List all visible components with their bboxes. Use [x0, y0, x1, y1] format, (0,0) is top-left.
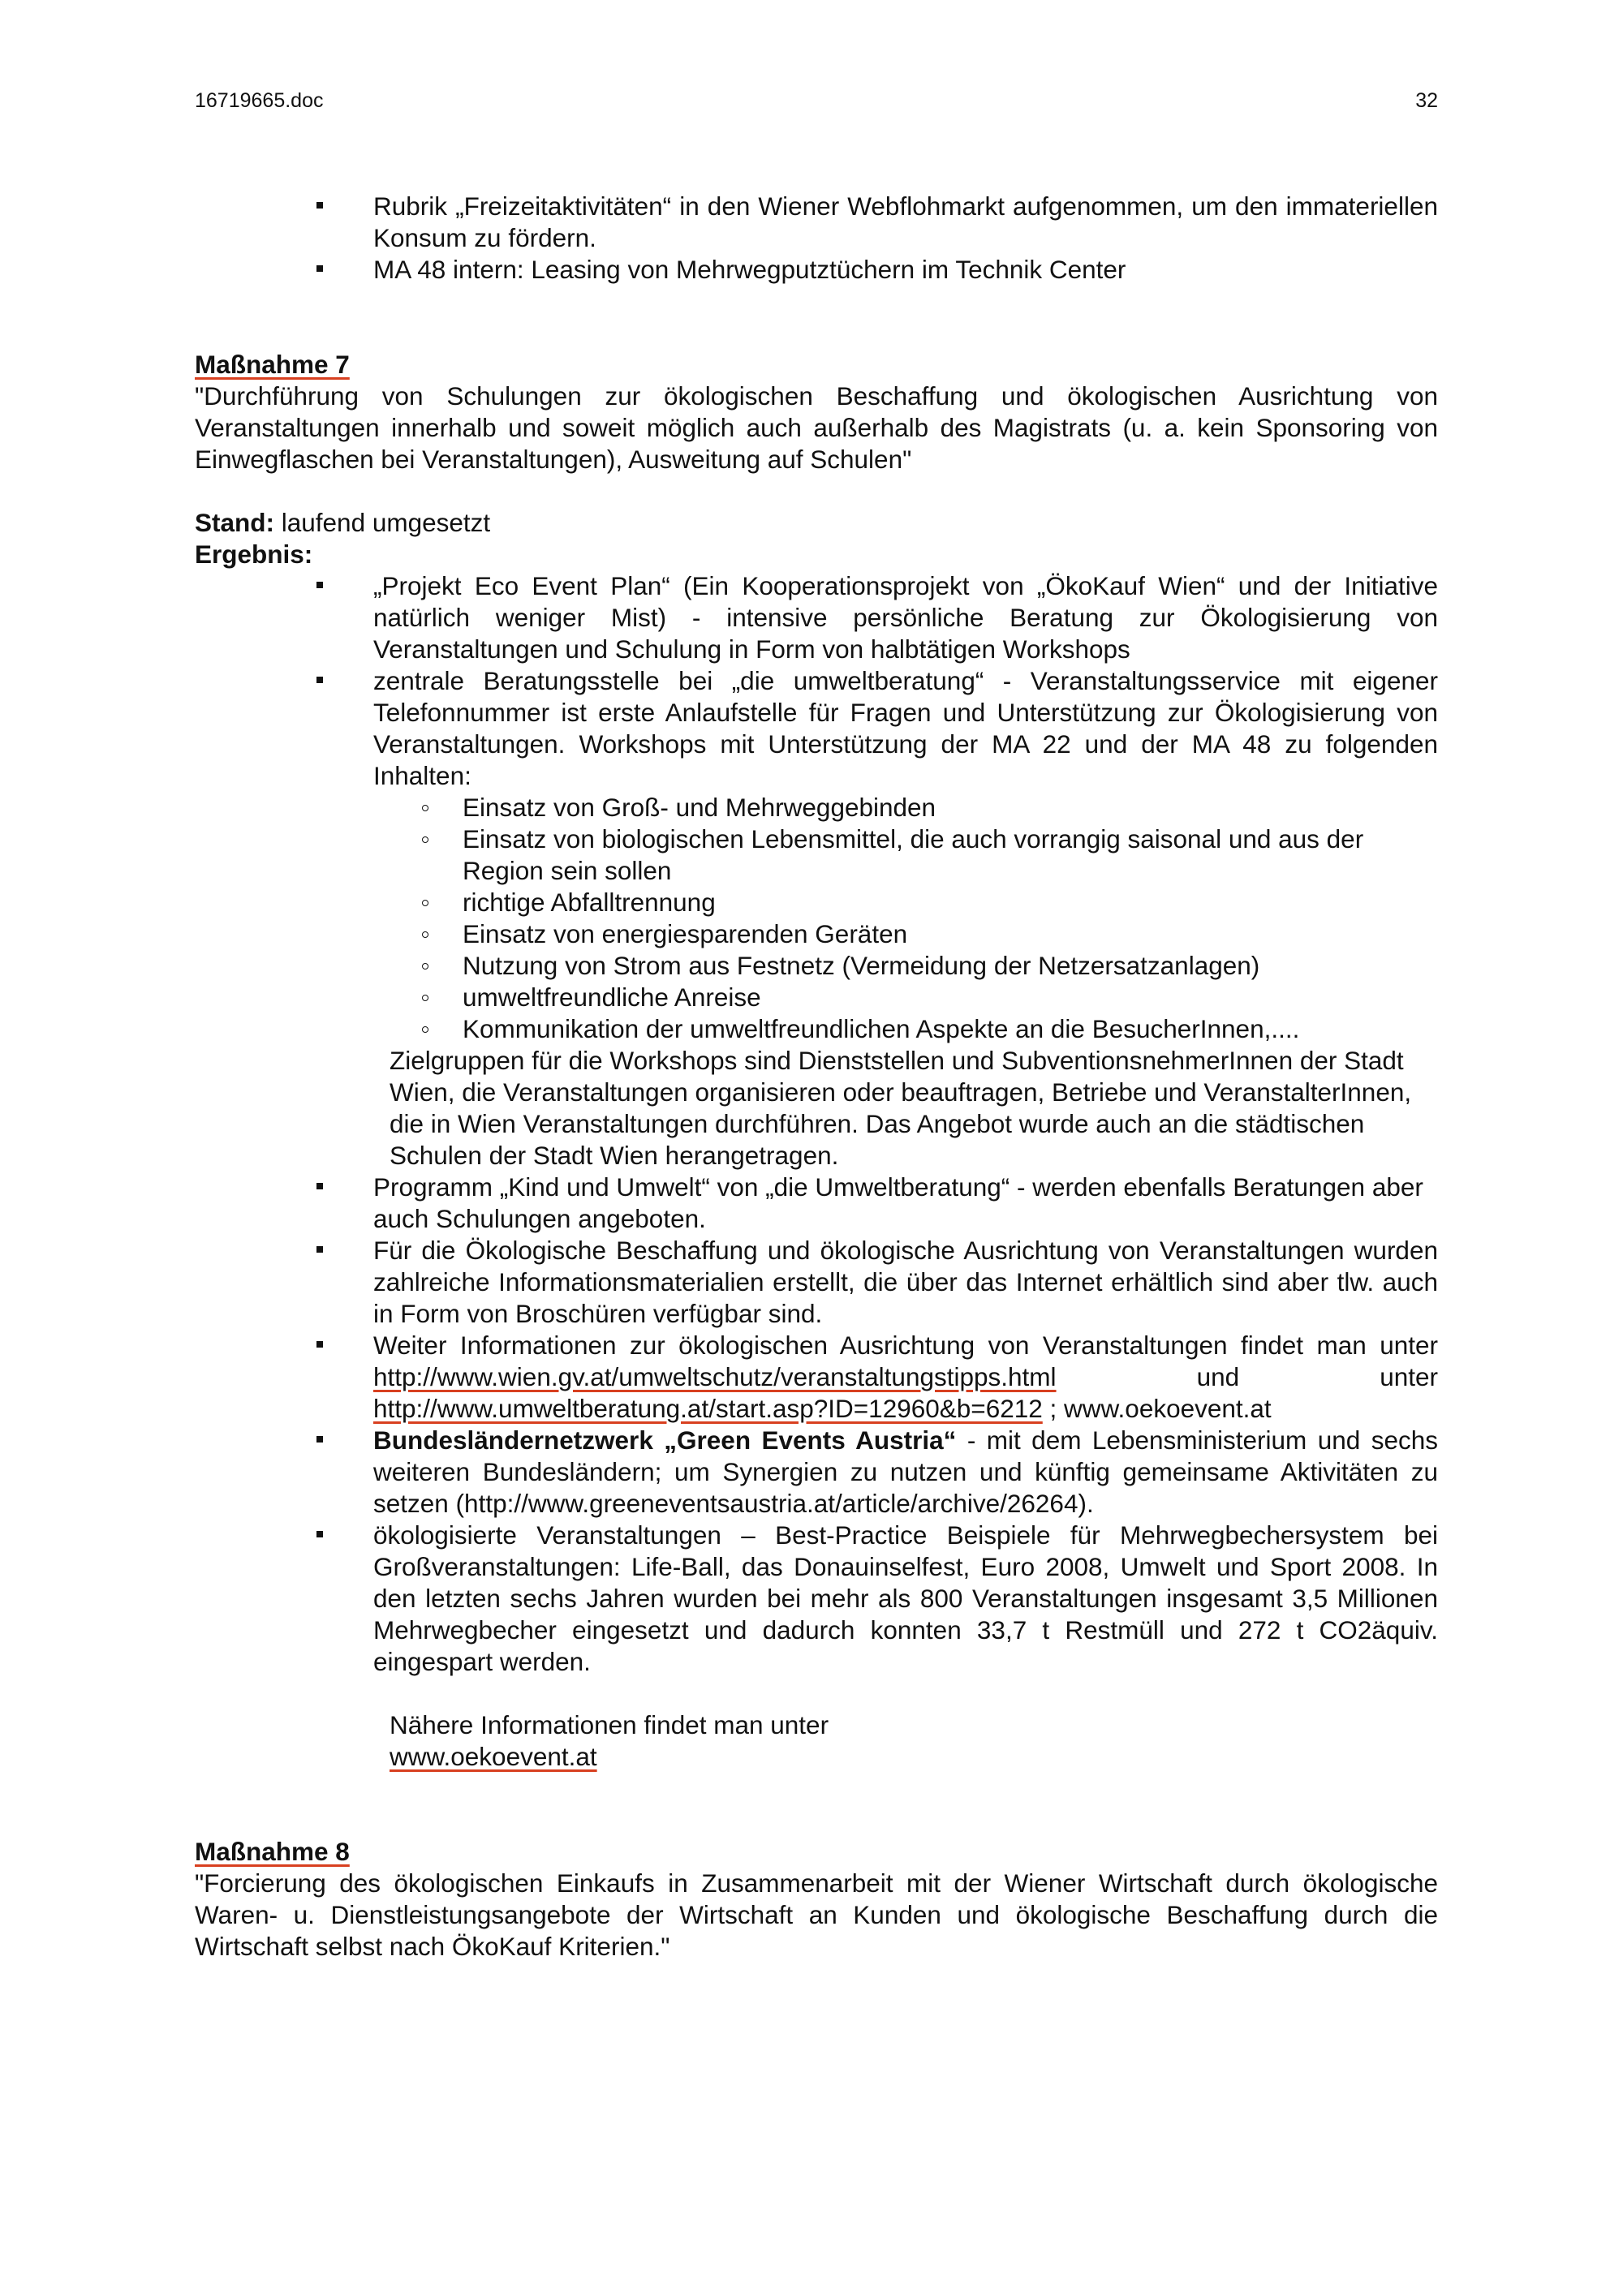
page-header — [195, 89, 1438, 113]
green-events-title: Bundesländernetzwerk „Green Events Austria“ — [373, 1425, 957, 1455]
stand-label: Stand: — [195, 508, 274, 537]
stand-value: laufend umgesetzt — [274, 508, 491, 537]
stand-line — [195, 507, 1438, 539]
list-item: umweltfreundliche Anreise — [373, 982, 1438, 1013]
info-pre-text: Weiter Informationen zur ökologischen Ausrichtung von Veranstaltungen findet man unter — [373, 1331, 1438, 1360]
list-item: ökologisierte Veranstaltungen – Best-Practice Beispiele für Mehrwegbechersystem bei Großveranstaltungen: Life-Ball, das Donauinselfest, Euro 2008, Umwelt und Sport 2008. In den letzten sechs Jahren wurden bei mehr als 800 Veranstaltungen insgesamt 3,5 Millionen Mehrwegbecher eingesetzt und dadurch konnten 33,7 t Restmüll und 272 t CO2äquiv. eingespart werden. — [195, 1520, 1438, 1678]
more-info-text: Nähere Informationen findet man unter — [390, 1710, 829, 1739]
info-post-text: ; www.oekoevent.at — [1042, 1394, 1272, 1423]
ergebnis-label: Ergebnis: — [195, 540, 313, 569]
document-body — [195, 191, 1438, 1963]
massnahme-8-heading: Maßnahme 8 — [195, 1837, 350, 1866]
list-item: Einsatz von energiesparenden Geräten — [373, 918, 1438, 950]
list-item: „Projekt Eco Event Plan“ (Ein Kooperationsprojekt von „ÖkoKauf Wien“ und der Initiative natürlich weniger Mist) - intensive persönliche Beratung zur Ökologisierung von Veranstaltungen und Schulung in Form von halbtätigen Workshops — [195, 570, 1438, 665]
beratungsstelle-text: zentrale Beratungsstelle bei „die umweltberatung“ - Veranstaltungsservice mit eigener Telefonnummer ist erste Anlaufstelle für Fragen und Unterstützung zur Ökologisierung von Veranstaltungen. Workshops mit Unterstützung der MA 22 und der MA 48 zu folgenden Inhalten: — [373, 666, 1438, 790]
list-item — [195, 665, 1438, 1045]
list-item: Rubrik „Freizeitaktivitäten“ in den Wiener Webflohmarkt aufgenommen, um den immateriellen Konsum zu fördern. — [195, 191, 1438, 254]
list-item — [195, 1330, 1438, 1425]
list-item: MA 48 intern: Leasing von Mehrwegputztüchern im Technik Center — [195, 254, 1438, 286]
list-item: richtige Abfalltrennung — [373, 887, 1438, 918]
list-item: Einsatz von biologischen Lebensmittel, die auch vorrangig saisonal und aus der Region sein sollen — [373, 823, 1438, 887]
list-item: Einsatz von Groß- und Mehrweggebinden — [373, 792, 1438, 823]
list-item: Kommunikation der umweltfreundlichen Aspekte an die BesucherInnen,.... — [373, 1013, 1438, 1045]
workshop-topics-list — [373, 792, 1438, 1045]
umweltberatung-link[interactable]: http://www.umweltberatung.at/start.asp?ID=12960&b=6212 — [373, 1394, 1043, 1423]
target-groups-text: Zielgruppen für die Workshops sind Dienststellen und SubventionsnehmerInnen der Stadt Wien, die Veranstaltungen organisieren oder beauftragen, Betriebe und VeranstalterInnen, die in Wien Veranstaltungen durchführen. Das Angebot wurde auch an die städtischen Schulen der Stadt Wien herangetragen. — [390, 1046, 1412, 1170]
massnahme-7-section — [195, 349, 1438, 1773]
list-item: Für die Ökologische Beschaffung und ökologische Ausrichtung von Veranstaltungen wurden zahlreiche Informationsmaterialien erstellt, die über das Internet erhältlich sind aber tlw. auch in Form von Broschüren verfügbar sind. — [195, 1235, 1438, 1330]
green-events-text: - mit dem Lebensministerium und sechs weiteren Bundesländern; um Synergien zu nutzen und künftig gemeinsame Aktivitäten zu setzen (http://www.greeneventsaustria.at/article/archive/26264). — [373, 1425, 1438, 1518]
info-mid-text: und unter — [1056, 1362, 1438, 1391]
massnahme-7-description: "Durchführung von Schulungen zur ökologischen Beschaffung und ökologischen Ausrichtung von Veranstaltungen innerhalb und soweit möglich auch außerhalb des Magistrats (u. a. kein Sponsoring von Einwegflaschen bei Veranstaltungen), Ausweitung auf Schulen" — [195, 381, 1438, 474]
oekoevent-link[interactable]: www.oekoevent.at — [390, 1742, 597, 1771]
list-item: Programm „Kind und Umwelt“ von „die Umweltberatung“ - werden ebenfalls Beratungen aber auch Schulungen angeboten. — [195, 1172, 1438, 1235]
list-item: Nutzung von Strom aus Festnetz (Vermeidung der Netzersatzanlagen) — [373, 950, 1438, 982]
list-item — [195, 1425, 1438, 1520]
page-number: 32 — [1415, 89, 1438, 112]
umweltschutz-link[interactable]: http://www.wien.gv.at/umweltschutz/veranstaltungstipps.html — [373, 1362, 1057, 1391]
results-list — [195, 570, 1438, 1045]
document-filename: 16719665.doc — [195, 89, 324, 112]
top-bullet-list — [195, 191, 1438, 286]
massnahme-8-section — [195, 1836, 1438, 1963]
results-list-continued — [195, 1172, 1438, 1678]
massnahme-7-heading: Maßnahme 7 — [195, 350, 350, 379]
massnahme-8-description: "Forcierung des ökologischen Einkaufs in Zusammenarbeit mit der Wiener Wirtschaft durch ökologische Waren- u. Dienstleistungsangebote der Wirtschaft an Kunden und ökologische Beschaffung durch die Wirtschaft selbst nach ÖkoKauf Kriterien." — [195, 1868, 1438, 1961]
